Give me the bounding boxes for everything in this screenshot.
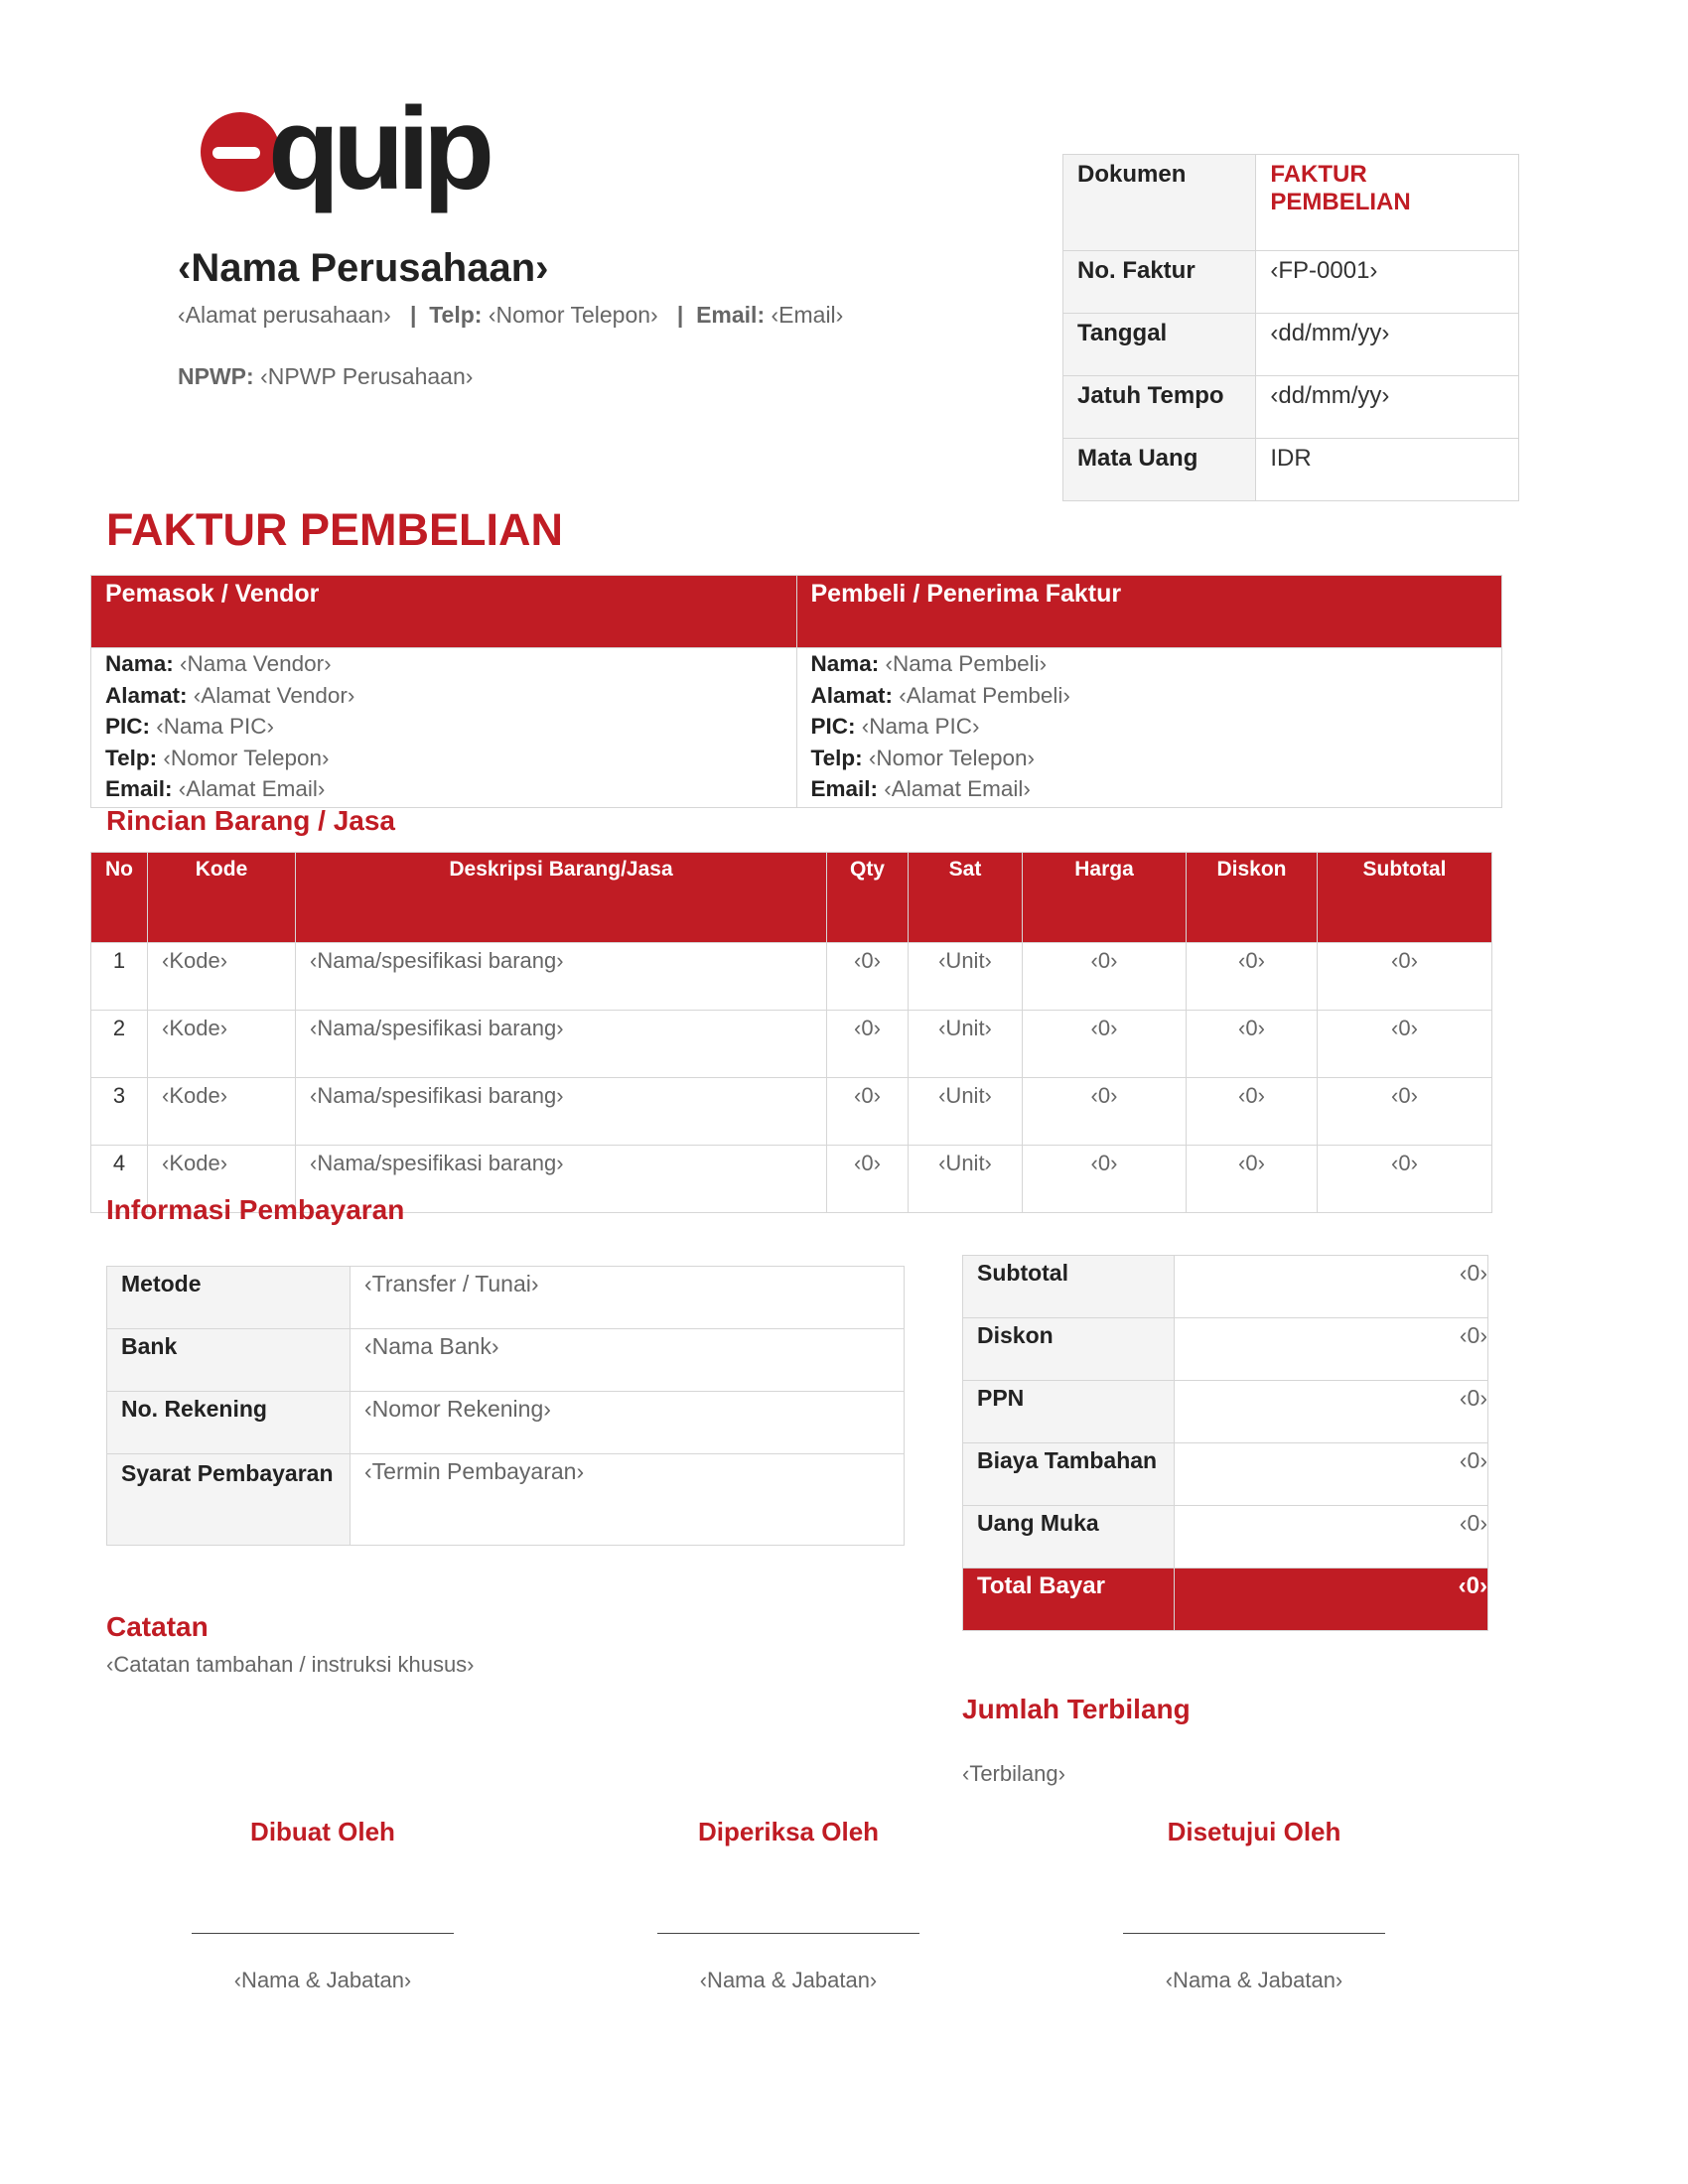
col-header-diskon: Diskon <box>1187 853 1318 943</box>
col-header-qty: Qty <box>827 853 909 943</box>
vendor-field <box>105 648 782 680</box>
doc-info-value: ‹FP-0001› <box>1256 251 1519 314</box>
cell-sat: ‹Unit› <box>909 1146 1023 1213</box>
cell-sat: ‹Unit› <box>909 1078 1023 1146</box>
field-label: Alamat: <box>810 682 894 708</box>
field-value: ‹Nama Pembeli› <box>885 651 1048 676</box>
doc-info-value: ‹dd/mm/yy› <box>1256 376 1519 439</box>
totals-value: ‹0› <box>1175 1506 1488 1569</box>
cell-diskon: ‹0› <box>1187 1146 1318 1213</box>
grand-total-value: ‹0› <box>1175 1569 1488 1631</box>
signature-block-approved <box>1085 1817 1423 1993</box>
field-value: ‹Nama PIC› <box>861 714 980 739</box>
totals-table <box>962 1255 1488 1631</box>
doc-info-label: Jatuh Tempo <box>1063 376 1256 439</box>
cell-qty: ‹0› <box>827 1011 909 1078</box>
field-value: ‹Alamat Pembeli› <box>899 682 1070 708</box>
payment-label: Syarat Pembayaran <box>107 1454 351 1546</box>
cell-sat: ‹Unit› <box>909 1011 1023 1078</box>
field-value: ‹Nama Vendor› <box>180 651 332 676</box>
company-address: ‹Alamat perusahaan› <box>178 302 391 328</box>
parties-table <box>90 575 1502 808</box>
totals-label: Subtotal <box>963 1256 1175 1318</box>
col-header-no: No <box>91 853 148 943</box>
cell-no: 2 <box>91 1011 148 1078</box>
company-npwp: ‹NPWP Perusahaan› <box>260 363 474 389</box>
cell-diskon: ‹0› <box>1187 1011 1318 1078</box>
invoice-title: FAKTUR PEMBELIAN <box>106 504 563 555</box>
separator: | <box>676 302 684 328</box>
cell-harga: ‹0› <box>1023 1146 1187 1213</box>
col-header-deskripsi: Deskripsi Barang/Jasa <box>296 853 827 943</box>
totals-label: Uang Muka <box>963 1506 1175 1569</box>
items-section-title: Rincian Barang / Jasa <box>106 805 396 836</box>
vendor-field <box>105 773 782 805</box>
signature-line <box>192 1933 454 1934</box>
buyer-field <box>811 773 1488 805</box>
col-header-subtotal: Subtotal <box>1318 853 1492 943</box>
signature-block-created <box>154 1817 492 1993</box>
cell-no: 4 <box>91 1146 148 1213</box>
table-row <box>91 943 1492 1011</box>
email-label: Email: <box>696 302 766 328</box>
cell-kode: ‹Kode› <box>148 1146 296 1213</box>
totals-label: Biaya Tambahan <box>963 1443 1175 1506</box>
cell-kode: ‹Kode› <box>148 943 296 1011</box>
buyer-heading: Pembeli / Penerima Faktur <box>796 576 1502 648</box>
totals-value: ‹0› <box>1175 1381 1488 1443</box>
phone-label: Telp: <box>429 302 483 328</box>
cell-harga: ‹0› <box>1023 943 1187 1011</box>
cell-kode: ‹Kode› <box>148 1078 296 1146</box>
field-value: ‹Nomor Telepon› <box>868 745 1036 770</box>
payment-label: No. Rekening <box>107 1392 351 1454</box>
field-label: Telp: <box>810 745 863 770</box>
cell-no: 3 <box>91 1078 148 1146</box>
grand-total-label: Total Bayar <box>963 1569 1175 1631</box>
cell-subtotal: ‹0› <box>1318 943 1492 1011</box>
doc-info-label: Dokumen <box>1063 155 1256 251</box>
payment-section-title: Informasi Pembayaran <box>106 1194 405 1225</box>
vendor-details <box>91 648 797 808</box>
field-label: Nama: <box>105 651 174 676</box>
cell-sat: ‹Unit› <box>909 943 1023 1011</box>
totals-value: ‹0› <box>1175 1256 1488 1318</box>
vendor-field <box>105 743 782 774</box>
doc-info-label: No. Faktur <box>1063 251 1256 314</box>
cell-deskripsi: ‹Nama/spesifikasi barang› <box>296 1146 827 1213</box>
table-row <box>91 1011 1492 1078</box>
signature-line <box>1123 1933 1385 1934</box>
cell-harga: ‹0› <box>1023 1078 1187 1146</box>
buyer-field <box>811 743 1488 774</box>
field-value: ‹Nama PIC› <box>156 714 275 739</box>
vendor-heading: Pemasok / Vendor <box>91 576 797 648</box>
totals-label: Diskon <box>963 1318 1175 1381</box>
col-header-kode: Kode <box>148 853 296 943</box>
payment-value: ‹Transfer / Tunai› <box>351 1267 905 1329</box>
cell-deskripsi: ‹Nama/spesifikasi barang› <box>296 1078 827 1146</box>
vendor-field <box>105 711 782 743</box>
payment-value: ‹Nama Bank› <box>351 1329 905 1392</box>
field-label: PIC: <box>105 714 150 739</box>
cell-deskripsi: ‹Nama/spesifikasi barang› <box>296 1011 827 1078</box>
signature-title: Dibuat Oleh <box>250 1817 395 1846</box>
field-value: ‹Alamat Vendor› <box>193 682 355 708</box>
signature-title: Diperiksa Oleh <box>697 1817 880 1846</box>
items-header-row <box>91 853 1492 943</box>
svg-text:quip: quip <box>268 83 489 214</box>
table-row <box>91 1078 1492 1146</box>
buyer-details <box>796 648 1502 808</box>
field-label: Nama: <box>810 651 880 676</box>
field-value: ‹Alamat Email› <box>884 776 1031 801</box>
totals-value: ‹0› <box>1175 1318 1488 1381</box>
field-value: ‹Alamat Email› <box>178 776 326 801</box>
equip-logo <box>199 81 541 220</box>
company-phone: ‹Nomor Telepon› <box>488 302 658 328</box>
buyer-field <box>811 648 1488 680</box>
payment-value: ‹Nomor Rekening› <box>351 1392 905 1454</box>
cell-kode: ‹Kode› <box>148 1011 296 1078</box>
doc-info-value: ‹dd/mm/yy› <box>1256 314 1519 376</box>
signature-title: Disetujui Oleh <box>1167 1817 1341 1846</box>
field-label: PIC: <box>810 714 856 739</box>
cell-harga: ‹0› <box>1023 1011 1187 1078</box>
field-label: Email: <box>105 776 173 801</box>
payment-info-table <box>106 1266 905 1546</box>
company-email: ‹Email› <box>771 302 844 328</box>
document-info-table <box>1062 154 1519 501</box>
amount-in-words-title: Jumlah Terbilang <box>962 1694 1191 1724</box>
cell-qty: ‹0› <box>827 1078 909 1146</box>
field-value: ‹Nomor Telepon› <box>163 745 330 770</box>
company-contact-line <box>178 302 843 329</box>
doc-info-label: Mata Uang <box>1063 439 1256 501</box>
doc-info-value: IDR <box>1256 439 1519 501</box>
payment-label: Metode <box>107 1267 351 1329</box>
vendor-field <box>105 680 782 712</box>
doc-info-label: Tanggal <box>1063 314 1256 376</box>
buyer-field <box>811 711 1488 743</box>
cell-diskon: ‹0› <box>1187 943 1318 1011</box>
cell-subtotal: ‹0› <box>1318 1146 1492 1213</box>
totals-label: PPN <box>963 1381 1175 1443</box>
cell-deskripsi: ‹Nama/spesifikasi barang› <box>296 943 827 1011</box>
npwp-label: NPWP: <box>178 363 254 389</box>
totals-value: ‹0› <box>1175 1443 1488 1506</box>
cell-qty: ‹0› <box>827 1146 909 1213</box>
buyer-field <box>811 680 1488 712</box>
payment-value: ‹Termin Pembayaran› <box>351 1454 905 1546</box>
cell-subtotal: ‹0› <box>1318 1078 1492 1146</box>
cell-subtotal: ‹0› <box>1318 1011 1492 1078</box>
company-npwp-line <box>178 363 473 390</box>
signature-line <box>657 1933 919 1934</box>
cell-diskon: ‹0› <box>1187 1078 1318 1146</box>
signature-name: ‹Nama & Jabatan› <box>233 1968 412 1992</box>
field-label: Alamat: <box>105 682 188 708</box>
notes-text: ‹Catatan tambahan / instruksi khusus› <box>106 1652 475 1677</box>
doc-info-value: FAKTUR PEMBELIAN <box>1256 155 1519 251</box>
field-label: Telp: <box>105 745 158 770</box>
separator: | <box>409 302 417 328</box>
cell-qty: ‹0› <box>827 943 909 1011</box>
items-table <box>90 852 1492 1213</box>
signature-name: ‹Nama & Jabatan› <box>1165 1968 1343 1992</box>
company-name: ‹Nama Perusahaan› <box>178 246 549 290</box>
payment-label: Bank <box>107 1329 351 1392</box>
amount-in-words-text: ‹Terbilang› <box>962 1761 1065 1786</box>
cell-no: 1 <box>91 943 148 1011</box>
col-header-sat: Sat <box>909 853 1023 943</box>
col-header-harga: Harga <box>1023 853 1187 943</box>
field-label: Email: <box>810 776 879 801</box>
notes-section-title: Catatan <box>106 1611 209 1642</box>
signature-name: ‹Nama & Jabatan› <box>699 1968 878 1992</box>
signature-block-checked <box>620 1817 957 1993</box>
